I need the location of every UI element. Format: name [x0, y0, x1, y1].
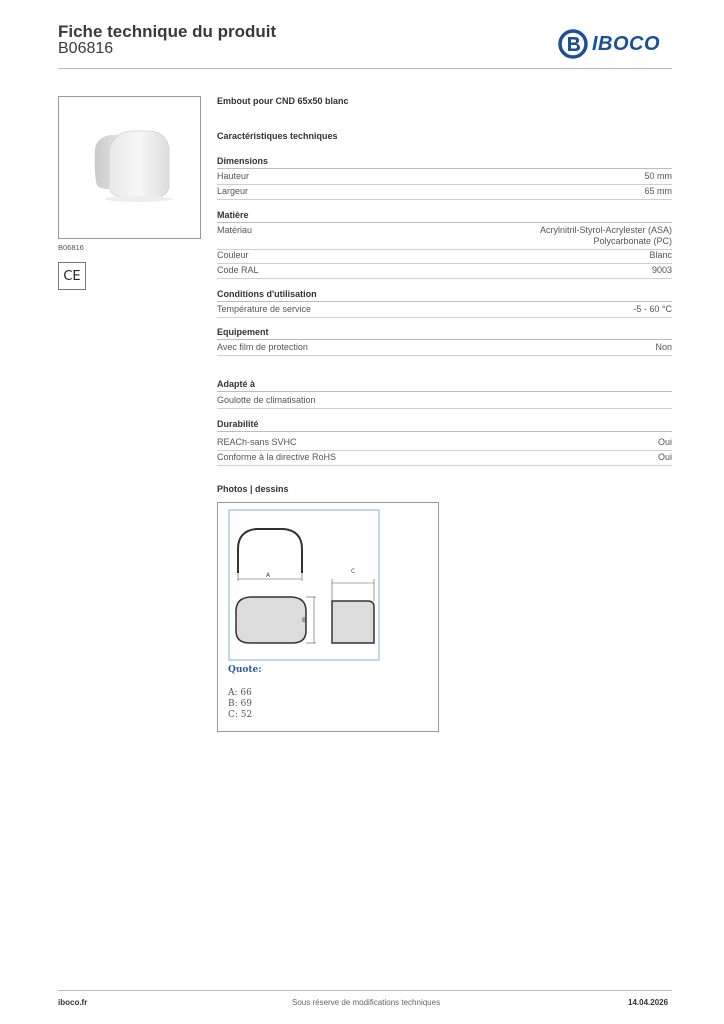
- spec-value: Non: [655, 342, 672, 352]
- quote-value: C: 52: [228, 710, 253, 720]
- spec-label: Température de service: [217, 304, 312, 314]
- dimension-drawing-image: [218, 503, 438, 663]
- spec-value: Blanc: [649, 250, 672, 260]
- logo-text: IBOCO: [592, 32, 661, 55]
- spec-value-group: [540, 225, 672, 247]
- spec-row: [217, 342, 672, 356]
- brand-logo: [558, 28, 678, 60]
- spec-label: Goulotte de climatisation: [217, 395, 316, 405]
- spec-value: -5 - 60 °C: [633, 304, 672, 314]
- section-conditions: Conditions d'utilisation: [217, 289, 672, 302]
- spec-value: 9003: [651, 265, 672, 275]
- spec-value: 50 mm: [644, 171, 672, 181]
- section-durability: Durabilité: [217, 419, 672, 432]
- section-material: Matière: [217, 210, 672, 223]
- spec-row: [217, 265, 672, 279]
- quote-value: A: 66: [228, 688, 252, 698]
- spec-value: Acrylnitril-Styrol-Acrylester (ASA): [539, 225, 672, 235]
- spec-label: Largeur: [217, 186, 249, 196]
- spec-row: [217, 171, 672, 185]
- spec-label: Couleur: [217, 250, 249, 260]
- spec-label: REACh-sans SVHC: [217, 437, 297, 447]
- spec-value: Oui: [657, 452, 672, 462]
- footer-notice: Sous réserve de modifications techniques: [292, 998, 441, 1007]
- quote-value: B: 69: [228, 699, 252, 709]
- section-equipment: Equipement: [217, 327, 672, 340]
- ce-mark-icon: CE: [58, 262, 86, 290]
- photos-heading: Photos | dessins: [217, 484, 289, 494]
- dim-label-b: B: [302, 617, 307, 624]
- dim-label-c: C: [351, 568, 356, 575]
- header-divider: [58, 68, 672, 69]
- footer-site: iboco.fr: [58, 998, 88, 1007]
- spec-row: [217, 250, 672, 264]
- technical-drawing: [217, 502, 439, 732]
- spec-label: Conforme à la directive RoHS: [217, 452, 337, 462]
- spec-label: Matériau: [217, 225, 253, 235]
- spec-value: 65 mm: [644, 186, 672, 196]
- spec-label: Code RAL: [217, 265, 259, 275]
- spec-row: [217, 186, 672, 200]
- product-caption: B06816: [58, 243, 84, 252]
- spec-value: Polycarbonate (PC): [593, 236, 672, 246]
- footer-date: 14.04.2026: [628, 998, 669, 1007]
- product-name: Embout pour CND 65x50 blanc: [217, 96, 349, 106]
- spec-subtitle: Caractéristiques techniques: [217, 131, 338, 141]
- product-end-cap-image: [59, 97, 200, 238]
- spec-row: [217, 452, 672, 466]
- spec-label: Hauteur: [217, 171, 250, 181]
- dim-label-a: A: [266, 572, 271, 579]
- quote-label: Quote:: [228, 665, 262, 675]
- page-title: Fiche technique du produit: [58, 22, 277, 41]
- footer-divider: [58, 990, 672, 991]
- section-suitable-for: Adapté à: [217, 379, 672, 392]
- spec-value: Oui: [657, 437, 672, 447]
- spec-row: [217, 304, 672, 318]
- spec-row: [217, 225, 672, 250]
- iboco-logo-icon: [558, 29, 588, 59]
- spec-row: [217, 395, 672, 409]
- section-dimensions: Dimensions: [217, 156, 672, 169]
- product-photo: [58, 96, 201, 239]
- product-code: B06816: [58, 40, 114, 57]
- spec-row: [217, 437, 672, 451]
- spec-label: Avec film de protection: [217, 342, 308, 352]
